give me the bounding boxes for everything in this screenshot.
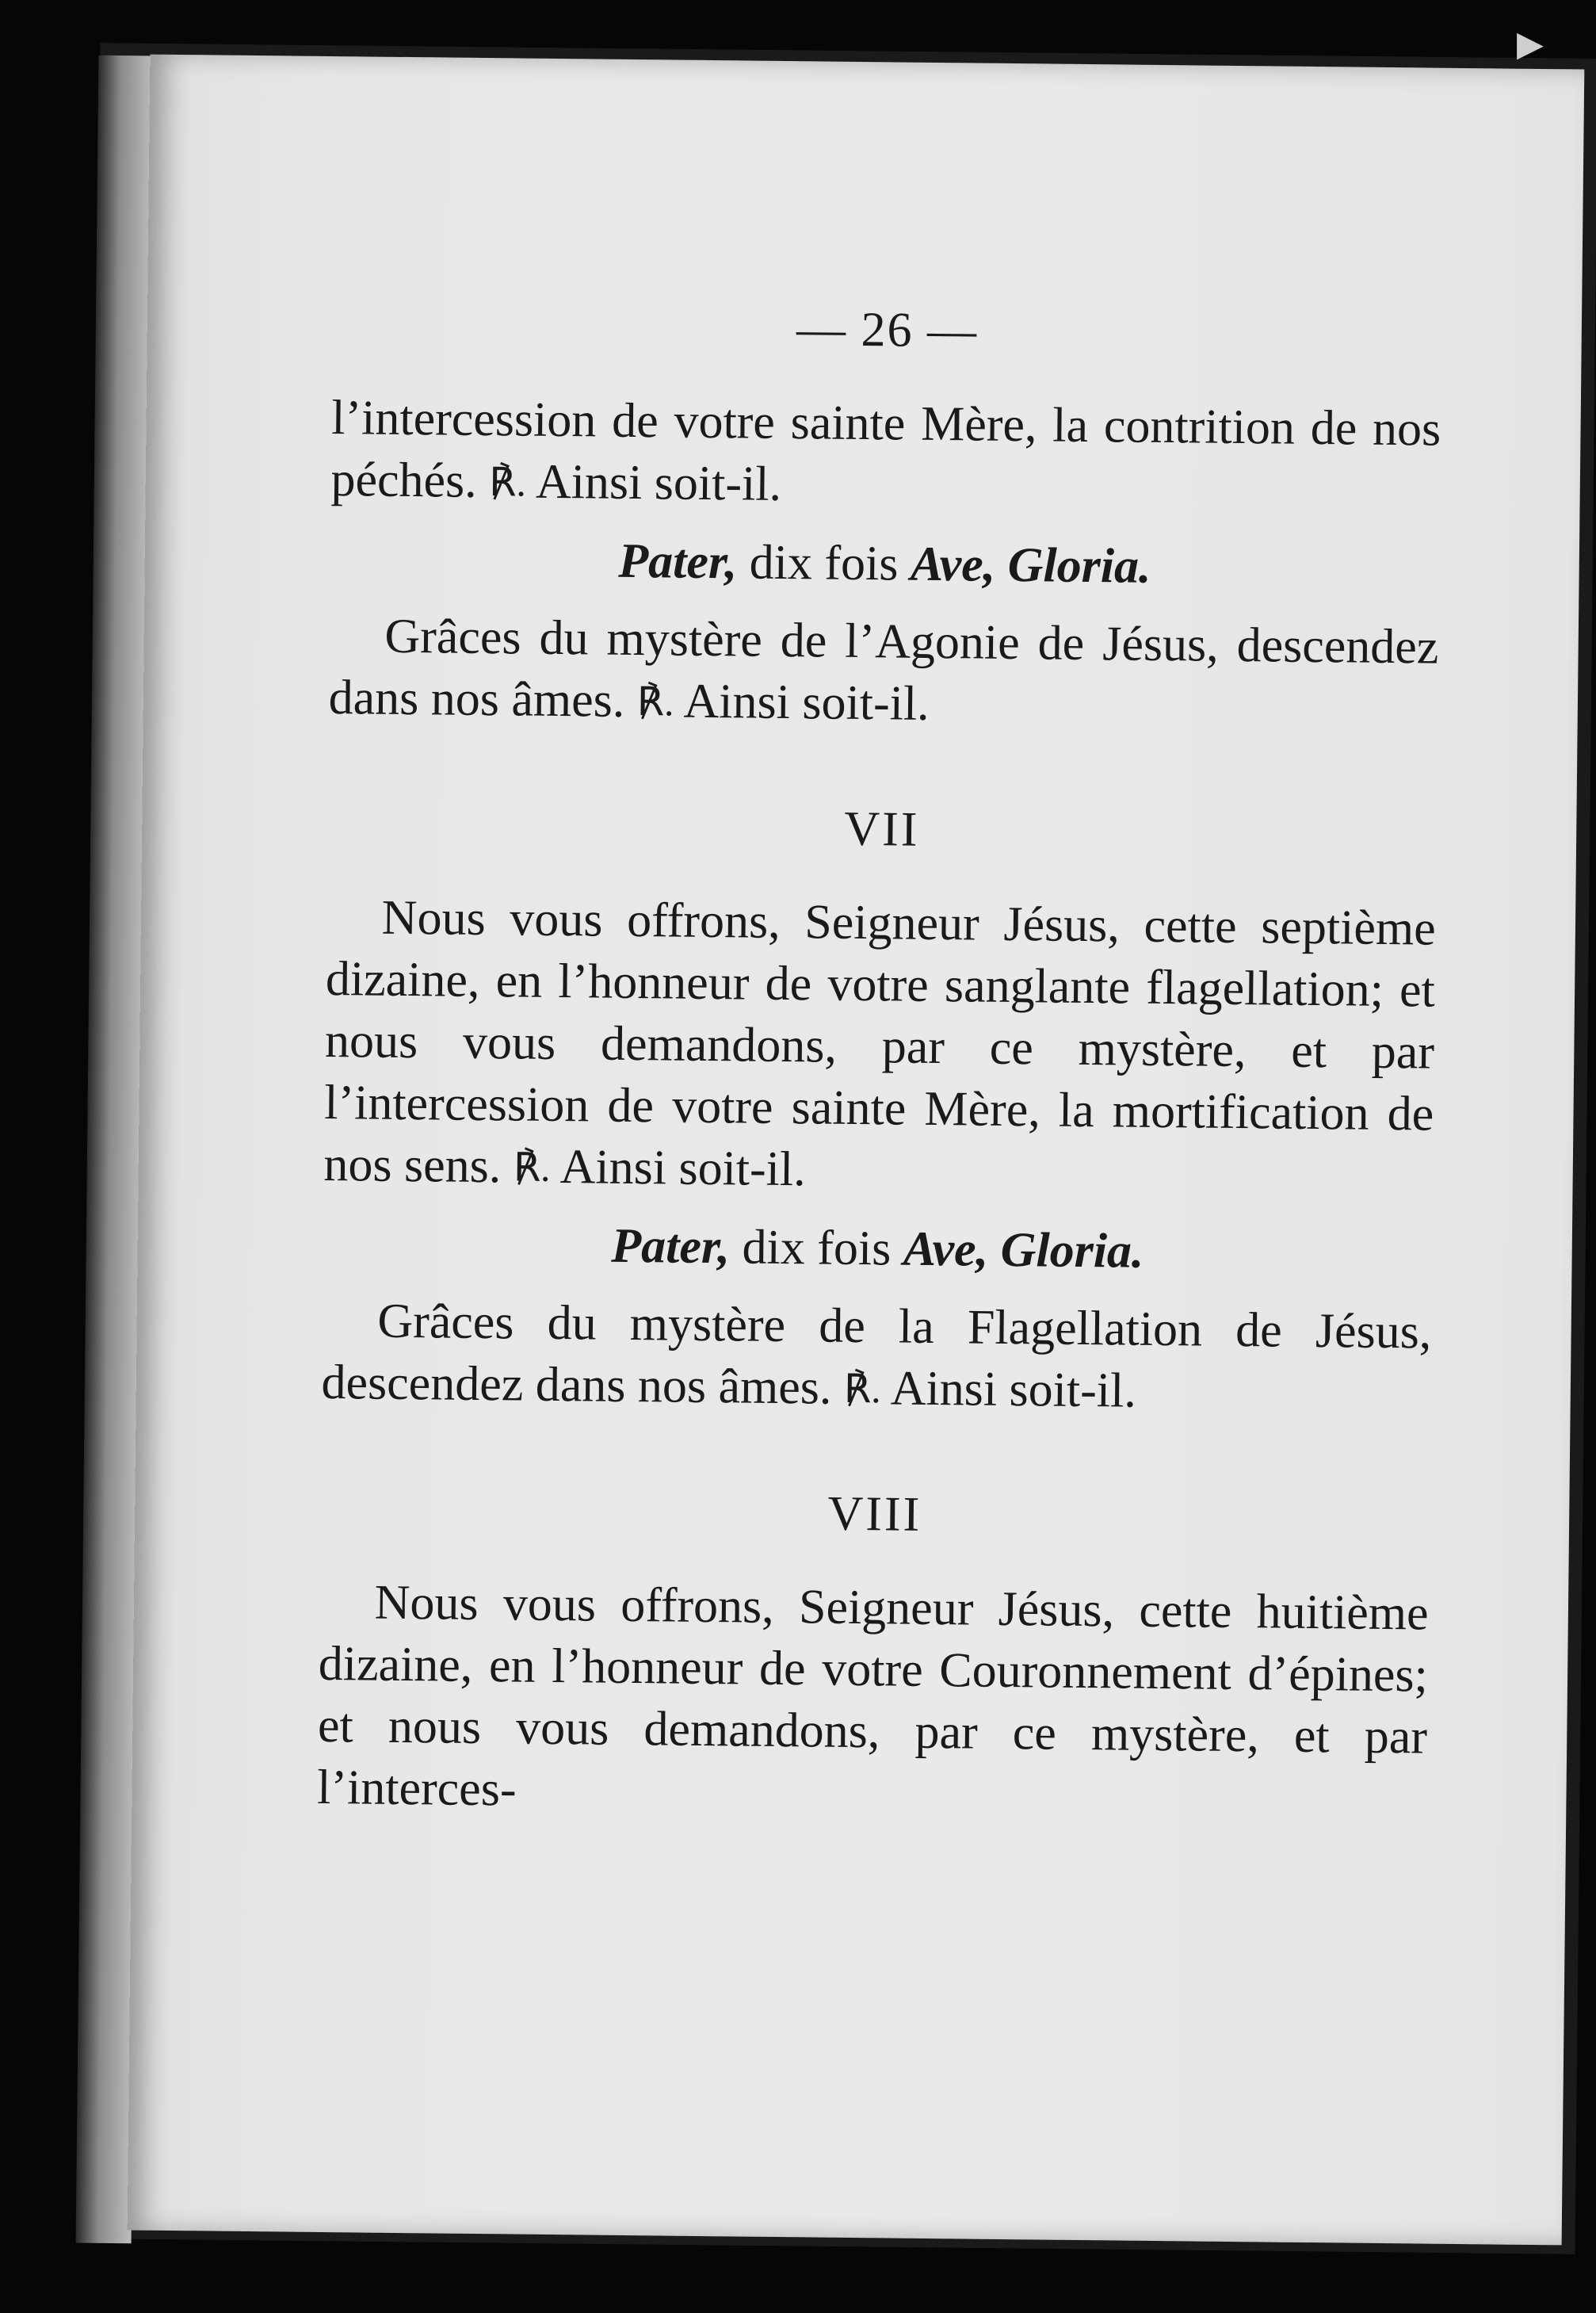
section-heading-viii: VIII — [827, 1486, 922, 1542]
response-symbol: ℟. — [843, 1366, 881, 1412]
amen-text: Ainsi soit-il. — [683, 674, 930, 731]
corner-arrow-icon: ▶ — [1517, 24, 1544, 64]
response-symbol: ℟. — [488, 460, 527, 505]
response-symbol: ℟. — [636, 679, 674, 724]
paragraph-text: Grâces du mystère de l’Agonie de Jésus, descendez dans nos âmes. — [328, 609, 1439, 728]
section-heading-vii: VII — [844, 801, 920, 857]
gloria-label: Gloria. — [1007, 537, 1151, 594]
page-number: — 26 — — [796, 302, 979, 358]
paragraph-intercession — [330, 387, 1441, 523]
amen-text: Ainsi soit-il. — [890, 1361, 1137, 1418]
pater-label: Pater, — [618, 533, 738, 590]
paragraph-vii — [323, 886, 1436, 1208]
gloria-label: Gloria. — [1000, 1222, 1144, 1279]
graces-agonie — [328, 605, 1439, 741]
page-text — [317, 293, 1442, 1830]
response-symbol: ℟. — [513, 1145, 551, 1190]
amen-text: Ainsi soit-il. — [559, 1140, 807, 1197]
paragraph-text: l’intercession de votre sainte Mère, la contrition de nos péchés. — [330, 390, 1441, 508]
dix-fois-label: dix fois — [742, 1220, 892, 1276]
paragraph-text: Nous vous offrons, Seigneur Jésus, cette septième dizaine, en l’honneur de votre sanglante flagellation; et nous vous demandons, par ce mystère, et par l’intercession de votre sainte Mère, la mortification de nos sens. — [323, 890, 1437, 1194]
paragraph-viii — [317, 1571, 1429, 1830]
ave-label: Ave, — [903, 1221, 989, 1277]
paragraph-text: Grâces du mystère de la Flagellation de Jésus, descendez dans nos âmes. — [321, 1294, 1432, 1415]
prayer-instruction — [323, 1212, 1433, 1286]
paragraph-text: Nous vous offrons, Seigneur Jésus, cette huitième dizaine, en l’honneur de votre Couronnement d’épines; et nous vous demandons, par ce mystère, et par l’interces- — [316, 1575, 1429, 1817]
dix-fois-label: dix fois — [749, 535, 899, 591]
pater-label: Pater, — [610, 1218, 731, 1275]
prayer-instruction — [330, 527, 1440, 601]
graces-flagellation — [321, 1290, 1432, 1426]
ave-label: Ave, — [910, 537, 996, 592]
amen-text: Ainsi soit-il. — [535, 454, 782, 511]
